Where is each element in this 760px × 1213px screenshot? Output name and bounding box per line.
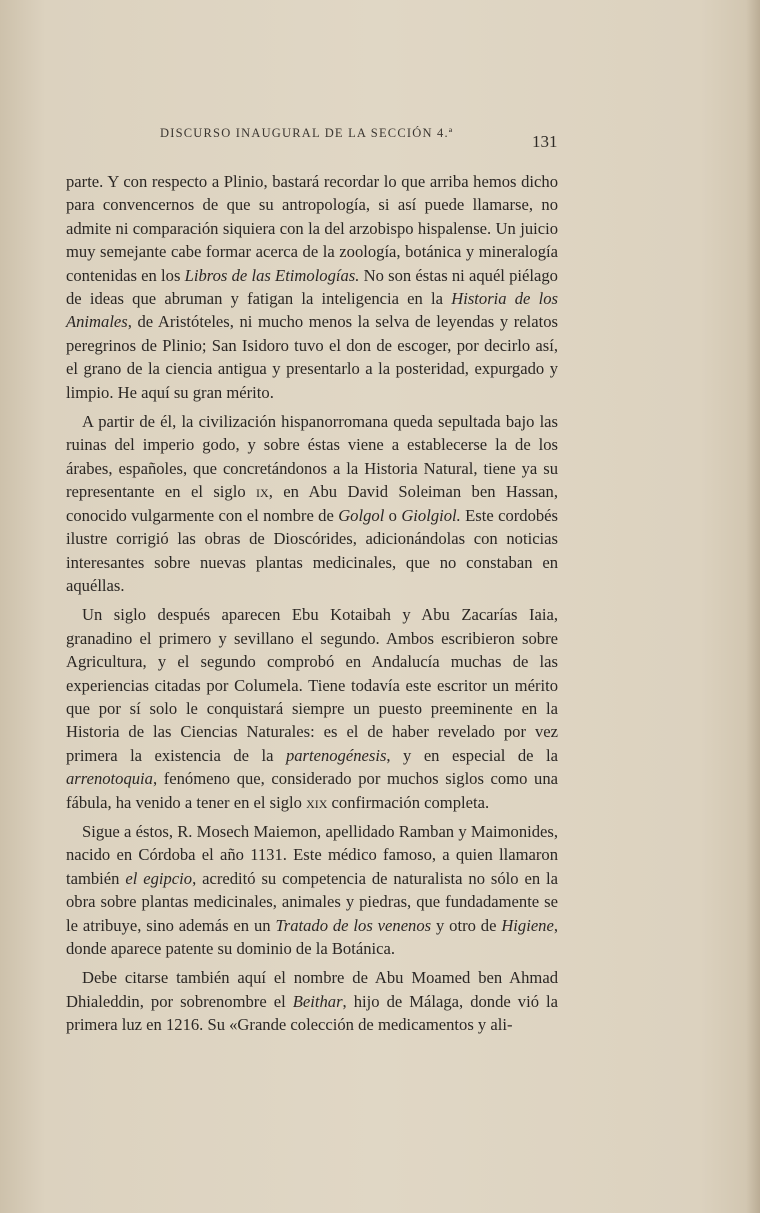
text-run: confirmación completa. [327, 792, 490, 812]
text-run: , fenómeno que, considerado por muchos siglos como una fábula, ha venido a tener en el siglo [66, 769, 558, 812]
italic-text: el egipcio [125, 868, 193, 888]
small-caps-text: xix [306, 792, 328, 812]
italic-text: Tratado de los venenos [275, 915, 432, 935]
text-run: , hijo de Málaga, donde vió la primera luz en 1216. Su «Grande colección de medicamentos y ali- [66, 991, 558, 1035]
italic-text: Beithar [292, 991, 343, 1011]
text-run: Este cordobés ilustre corrigió las obras de Dioscórides, adicionándolas con noticias interesantes sobre nuevas plantas medicinales, que no constaban en aquéllas. [66, 505, 558, 595]
page-number: 131 [532, 132, 558, 151]
text-run: , en Abu David Soleiman ben Hassan, conocido vulgarmente con el nombre de [66, 482, 558, 525]
italic-text: Giolgiol. [401, 505, 461, 525]
text-run: , acreditó su competencia de naturalista no sólo en la obra sobre plantas medicinales, animales y piedras, que fundadamente se le atribuye, sino además en un [66, 868, 559, 935]
paragraph [66, 410, 558, 597]
text-run: No son éstas ni aquél piélago de ideas que abruman y fatigan la inteligencia en la [66, 265, 558, 309]
text-run: y otro de [431, 915, 502, 935]
italic-text: Libros de las Etimologías. [184, 265, 360, 285]
text-run: A partir de él, la civilización hispanorromana queda sepultada bajo las ruinas del imperio godo, y sobre éstas viene a establecerse la de los árabes, españoles, que concretándonos a la Historia Natural, tiene ya su representante en el siglo [66, 412, 558, 502]
paragraph [66, 966, 558, 1036]
italic-text: arrenotoquia [66, 769, 153, 789]
text-run: parte. Y con respecto a Plinio, bastará recordar lo que arriba hemos dicho para convencernos de que su antropología, si así puede llamarse, no admite ni comparación siquiera con la del arzobispo hispalense. Un juicio muy semejante cabe formar acerca de la zoología, botánica y mineralogía contenidas en los [66, 172, 558, 285]
paragraph [66, 820, 558, 960]
text-run: Un siglo después aparecen Ebu Kotaibah y Abu Zacarías Iaia, granadino el primero y sevillano el segundo. Ambos escribieron sobre Agricultura, y el segundo comprobó en Andalucía muchas de las experiencias citadas por Columela. Tiene todavía este escritor un mérito que por sí solo le conquistará siempre un puesto preeminente en la Historia de las Ciencias Naturales: es el de haber revelado por vez primera la existencia de la [66, 605, 558, 765]
body-text [66, 170, 558, 1037]
italic-text: Golgol [338, 505, 385, 525]
running-header: DISCURSO INAUGURAL DE LA SECCIÓN 4.ª [160, 126, 454, 140]
text-run: , de Aristóteles, ni mucho menos la selva de leyendas y relatos peregrinos de Plinio; San Isidoro tuvo el don de escoger, por decirlo así, el grano de la ciencia antigua y presentarlo a la posteridad, expurgado y limpio. He aquí su gran mérito. [66, 312, 558, 402]
italic-text: Higiene [501, 915, 554, 935]
page-edge-shadow [746, 0, 760, 1213]
paragraph [66, 603, 558, 814]
text-run: o [384, 505, 402, 525]
text-run: Sigue a éstos, R. Mosech Maiemon, apellidado Ramban y Maimonides, nacido en Córdoba el año 1131. Este médico famoso, a quien llamaron también [66, 821, 558, 888]
text-run: Debe citarse también aquí el nombre de Abu Moamed ben Ahmad Dhialeddin, por sobrenombre el [66, 968, 558, 1011]
italic-text: Historia de los Animales [66, 289, 558, 332]
small-caps-text: ix [256, 482, 269, 502]
text-run: , donde aparece patente su dominio de la Botánica. [66, 915, 558, 958]
italic-text: partenogénesis [285, 745, 387, 765]
paragraph [66, 170, 558, 404]
text-run: , y en especial de la [386, 745, 558, 765]
